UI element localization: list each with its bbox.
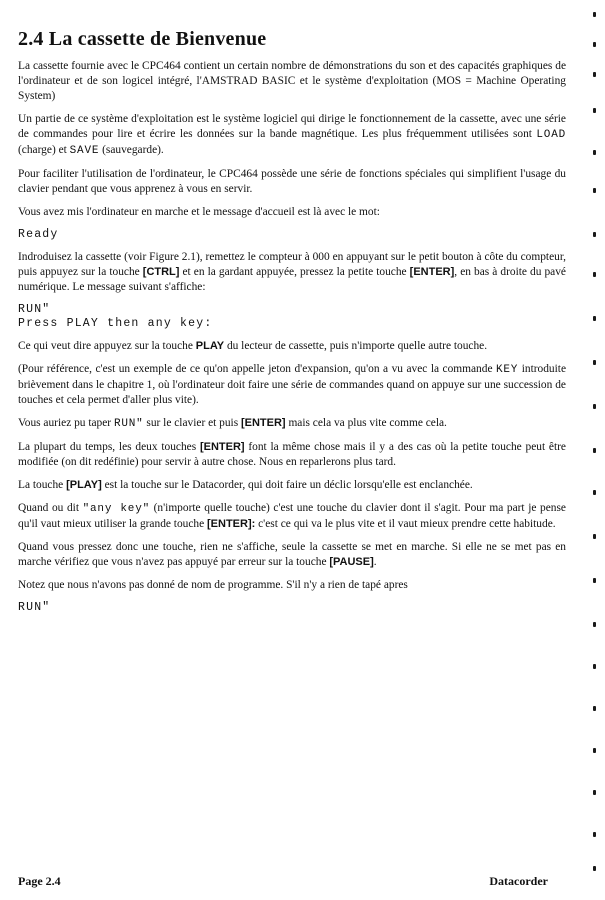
code-run: RUN"	[18, 601, 51, 614]
binding-edge-marks	[587, 0, 599, 900]
paragraph-program-name: Notez que nous n'avons pas donné de nom de programme. S'il n'y a rien de tapé apres	[18, 579, 408, 591]
enter-key: [ENTER]:	[207, 518, 256, 530]
any-key-text: "any key"	[82, 503, 150, 515]
enter-key: [ENTER]	[240, 417, 286, 429]
paragraph-intro: La cassette fournie avec le CPC464 contient un certain nombre de démonstrations du son et des capacités graphiques de l'ordinateur et de son logicel intégré, l'AMSTRAD BASIC et le système d'exploitation (MOS = Machine Operating System)	[18, 60, 566, 102]
section-title: 2.4 La cassette de Bienvenue	[18, 28, 267, 50]
page-number: Page 2.4	[18, 874, 61, 888]
paragraph-enter-keys: La plupart du temps, les deux touches [ENTER] font la même chose mais il y a des cas où la petite touche peut être modifiée (on dit redéfinie) pour servir à autre chose. Nous en reparlerons plus tard.	[18, 441, 566, 468]
paragraph-welcome: Vous avez mis l'ordinateur en marche et le message d'accueil est là avec le mot:	[18, 206, 380, 218]
paragraph-any-key: Quand ou dit "any key" (n'importe quelle touche) c'est une touche du clavier dont il s'agit. Pour ma part je pense qu'il vaut mieux utiliser la grande touche [ENTER]: c'est ce qui va le plus vite et il vaut mieux prendre cette habitude.	[18, 502, 566, 530]
load-command: LOAD	[536, 129, 566, 141]
pause-key: [PAUSE]	[329, 556, 374, 568]
code-ready: Ready	[18, 228, 59, 241]
paragraph-expansion-token: (Pour référence, c'est un exemple de ce qu'on appelle jeton d'expansion, qu'on a vu avec la commande KEY introduite brièvement dans le chapitre 1, où l'ordinateur doit faire une série de commandes quand on appuye sur une succession de touches et cela permet d'aller plus vite).	[18, 363, 566, 406]
paragraph-type-run: Vous auriez pu taper RUN" sur le clavier et puis [ENTER] mais cela va plus vite comme cela.	[18, 417, 447, 430]
paragraph-functions: Pour faciliter l'utilisation de l'ordinateur, le CPC464 possède une série de fonctions spéciales qui simplifient l'usage du clavier pendant que vous apprenez à vous en servir.	[18, 168, 566, 195]
enter-key: [ENTER]	[199, 441, 245, 453]
page-content	[18, 28, 566, 623]
ctrl-key: [CTRL]	[142, 266, 180, 278]
key-command: KEY	[496, 364, 519, 376]
enter-key: [ENTER]	[409, 266, 455, 278]
play-key: [PLAY]	[66, 479, 102, 491]
code-run-message: RUN" Press PLAY then any key:	[18, 303, 213, 330]
paragraph-insert-cassette: Indroduisez la cassette (voir Figure 2.1), remettez le compteur à 000 en appuyant sur le petit bouton à côte du compteur, puis appuyez sur la touche [CTRL] et en la gardant appuyée, pressez la petite touche [ENTER], en bas à droite du pavé numérique. Le message suivant s'affiche:	[18, 251, 566, 293]
paragraph-pause: Quand vous pressez donc une touche, rien ne s'affiche, seule la cassette se met en marche. Si elle ne se met pas en marche vérifiez que vous n'avez pas appuyé par erreur sur la touche [PAUSE].	[18, 541, 566, 568]
play-key: PLAY	[195, 340, 225, 352]
paragraph-play-key: La touche [PLAY] est la touche sur le Datacorder, qui doit faire un déclic lorsqu'elle est enclanchée.	[18, 479, 473, 491]
section-name: Datacorder	[489, 874, 548, 888]
paragraph-play: Ce qui veut dire appuyez sur la touche PLAY du lecteur de cassette, puis n'importe quelle autre touche.	[18, 340, 488, 352]
page-footer	[18, 874, 548, 889]
run-command: RUN"	[113, 418, 144, 430]
save-command: SAVE	[69, 145, 100, 157]
paragraph-mos: Un partie de ce système d'exploitation est le système logiciel qui dirige le fonctionnement de la cassette, avec une série de commandes pour lire et écrire les données sur la bande magnétique. Les plus fréquemment utilisées sont LOAD (charge) et SAVE (sauvegarde).	[18, 113, 566, 157]
